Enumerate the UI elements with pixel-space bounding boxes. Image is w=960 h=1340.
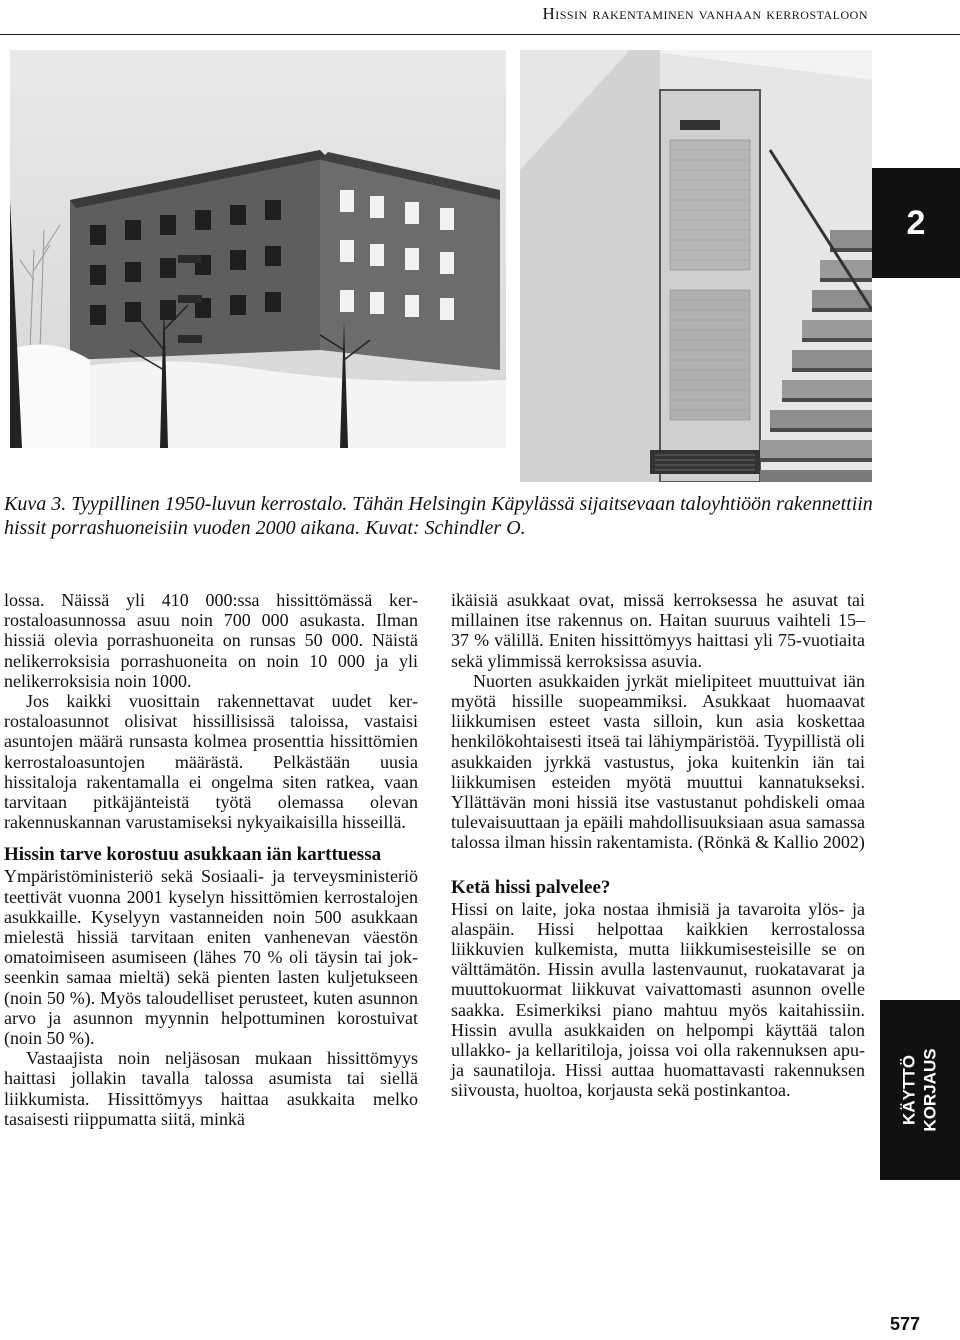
paragraph: Vastaajista noin neljäsosan mukaan hissittömyys haittasi jollakin tavalla talossa asumista tai siellä liikkumista. Hissittömyys haittaa asukkaita melko tasaisesti riippumatta siitä, minkä <box>4 1048 418 1129</box>
section-heading: Ketä hissi palvelee? <box>451 876 611 898</box>
paragraph: Hissi on laite, joka nostaa ihmisiä ja tavaroita ylös- ja alaspäin. Hissi helpottaa kaikkien kerrostalossa liikkuvien kulkemista, mutta liikkumisesteisille se on välttämätön. Hissin avulla lastenvaunut, ruokatavarat ja muuttokuormat liikkuvat vaivattomasti asunnon ovelle saakka. Esimerkiksi piano mahtuu myös kaitahissiin. Hissin avulla asukkaiden on helpompi käyttää talon ullakko- ja kellaritiloja, joissa voi olla rakennuksen apu- ja saunatiloja. Hissi auttaa huomattavasti rakennuksen siivousta, huoltoa, korjausta sekä postinkantoa. <box>451 898 865 1101</box>
right-column <box>451 590 865 1101</box>
left-column <box>4 590 418 1129</box>
paragraph: Nuorten asukkaiden jyrkät mielipiteet muuttuivat iän myötä hissille suopeammiksi. Asukkaat huomaavat liikkumisen esteet vasta silloin, kun asia koskettaa henkilökohtaisesti itseä tai lähiympäristöä. Tyypillistä oli asukkaiden jyrkkä vastustus, joka kuitenkin iän tai liikkumisen esteiden myötä muuttui kannatukseksi. Yllättävän moni hissiä itse vastustanut pohdiskeli omaa tulevaisuuttaan ja epäili mahdollisuuksiaan asua samassa talossa ilman hissin rakentamista. (Rönkä & Kallio 2002) <box>451 670 865 853</box>
paragraph: Jos kaikki vuosittain rakennettavat uudet kerrostaloasunnot olisivat hissillisissä taloissa, vastaisi asuntojen määrä runsasta kolmea prosenttia hissittömien kerrostaloasuntojen määrästä. Pelkästään uusia hissitaloja rakentamalla ei ongelma siten ratkea, vaan tarvitaan pitkäjänteistä työtä olemassa olevan rakennuskannan varustamiseksi nykyaikaisilla hisseillä. <box>4 691 418 833</box>
running-head: Hissin rakentaminen vanhaan kerrostaloon <box>542 4 868 23</box>
header-rule <box>0 34 960 35</box>
section-tab-line: KÄYTTÖ <box>900 1055 919 1125</box>
paragraph: Ympäristöministeriö sekä Sosiaali- ja terveysministeriö teettivät vuonna 2001 kyselyn hissittömien kerrostalojen asukkaille. Kyselyyn vastanneiden noin 500 asukkaan mielestä hissiä tarvitaan eniten vanhenevan väestön omatoimiseen asumiseen (lähes 70 % oli täysin tai jokseenkin samaa mieltä) sekä pienten lasten kuljetukseen (noin 50 %). Myös taloudelliset perusteet, kuten asunnon arvo ja asunnon myynnin helpottuminen korostuivat (noin 50 %). <box>4 866 418 1049</box>
paragraph: lossa. Näissä yli 410 000:ssa hissittömässä kerrostaloasunnossa asuu noin 700 000 asukasta. Ilman hissiä olevia porrashuoneita on runsas 50 000. Näistä nelikerroksisia porrashuoneita on noin 10 000 ja yli nelikerroksisia noin 1000. <box>4 590 418 691</box>
section-tab <box>880 1000 960 1180</box>
photo-stairwell-elevator <box>520 50 872 482</box>
section-heading: Hissin tarve korostuu asukkaan iän karttuessa <box>4 844 382 866</box>
paragraph: ikäisiä asukkaat ovat, missä kerroksessa he asuvat tai millainen itse rakennus on. Haitan suuruus vaihteli 15–37 % välillä. Eniten hissittömyys haittasi yli 75-vuotiaita sekä ylimmissä kerroksissa asuvia. <box>451 590 865 671</box>
page-number: 577 <box>890 1314 921 1334</box>
section-tab-line: KORJAUS <box>921 1048 940 1132</box>
figure-caption: Kuva 3. Tyypillinen 1950-luvun kerrostalo. Tähän Helsingin Käpylässä sijaitsevaan taloyhtiöön rakennettiin hissit porrashuoneisiin vuoden 2000 aikana. Kuvat: Schindler O. <box>4 493 873 539</box>
photo-apartment-building <box>10 50 506 448</box>
chapter-tab: 2 <box>872 168 960 278</box>
